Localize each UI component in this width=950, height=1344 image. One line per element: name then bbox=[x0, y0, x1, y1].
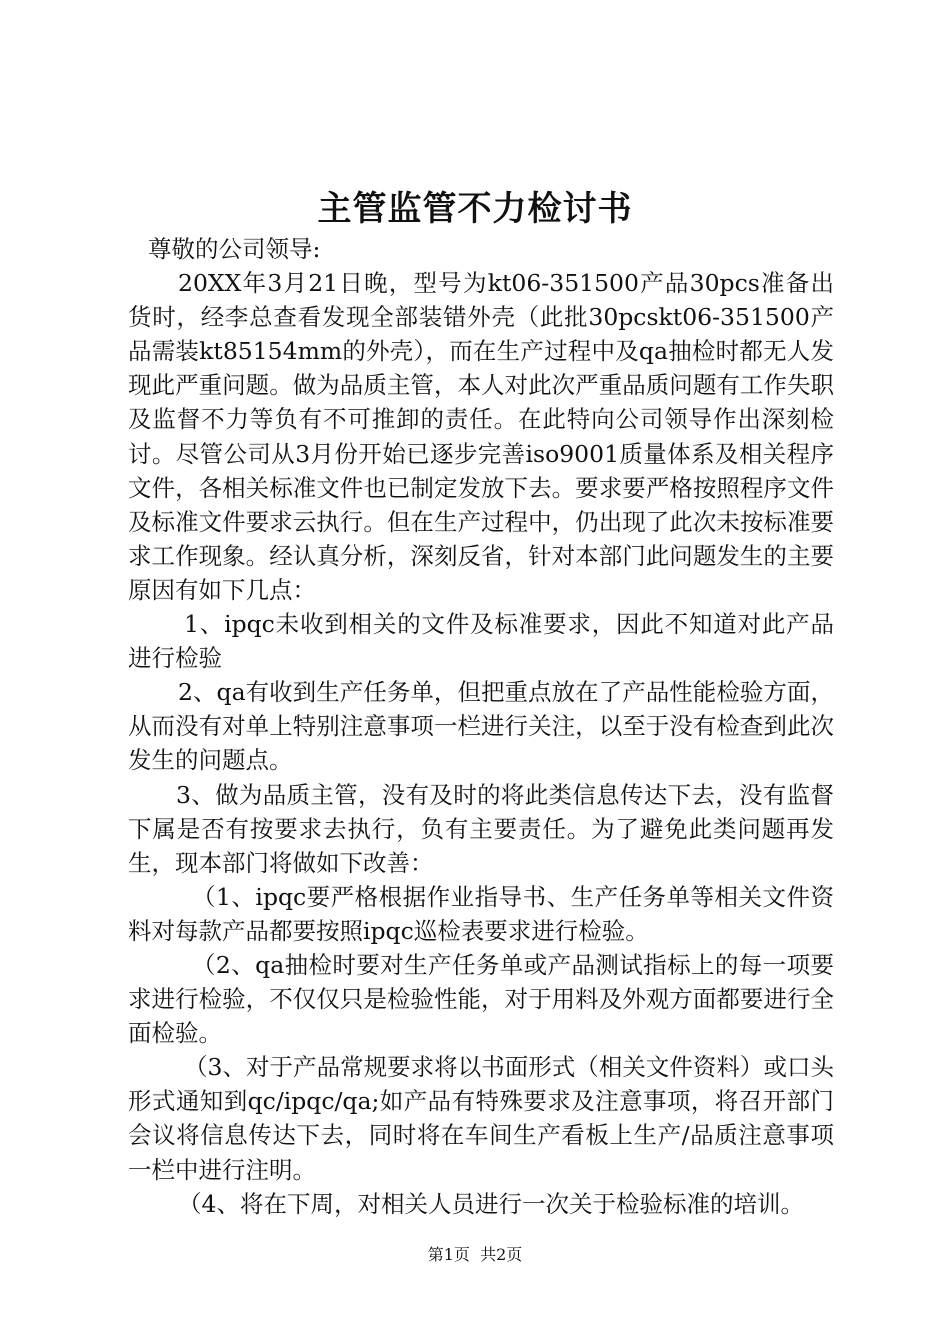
paragraph-improvement-3: （3、对于产品常规要求将以书面形式（相关文件资料）或口头形式通知到qc/ipqc/qa;如产品有特殊要求及注意事项，将召开部门会议将信息传达下去，同时将在车间生产看板上生产/品质注意事项一栏中进行注明。 bbox=[128, 1053, 834, 1184]
paragraph-improvement-2: （2、qa抽检时要对生产任务单或产品测试指标上的每一项要求进行检验，不仅仅只是检验性能，对于用料及外观方面都要进行全面检验。 bbox=[128, 950, 834, 1048]
document-body bbox=[128, 232, 834, 1221]
paragraph-item-1: 1、ipqc未收到相关的文件及标准要求，因此不知道对此产品进行检验 bbox=[128, 610, 834, 673]
paragraph-item-2: 2、qa有收到生产任务单，但把重点放在了产品性能检验方面，从而没有对单上特别注意事项一栏进行关注，以至于没有检查到此次发生的问题点。 bbox=[128, 678, 834, 775]
page-footer: 第1页 共2页 bbox=[427, 1245, 523, 1264]
paragraph-improvement-4: （4、将在下周，对相关人员进行一次关于检验标准的培训。 bbox=[178, 1189, 804, 1218]
document-title: 主管监管不力检讨书 bbox=[317, 189, 633, 229]
greeting: 尊敬的公司领导: bbox=[148, 235, 321, 263]
paragraph-main: 20XX年3月21日晚，型号为kt06-351500产品30pcs准备出货时，经李总查看发现全部装错外壳（此批30pcskt06-351500产品需装kt85154mm的外壳），而在生产过程中及qa抽检时都无人发现此严重问题。做为品质主管，本人对此次严重品质问题有工作失职及监督不力等负有不可推卸的责任。在此特向公司领导作出深刻检讨。尽管公司从3月份开始已逐步完善iso9001质量体系及相关程序文件，各相关标准文件也已制定发放下去。要求要严格按照程序文件及标准文件要求云执行。但在生产过程中，仍出现了此次未按标准要求工作现象。经认真分析，深刻反省，针对本部门此问题发生的主要原因有如下几点： bbox=[128, 269, 834, 604]
paragraph-item-3: 3、做为品质主管，没有及时的将此类信息传达下去，没有监督下属是否有按要求去执行，负有主要责任。为了避免此类问题再发生，现本部门将做如下改善： bbox=[128, 780, 834, 877]
paragraph-improvement-1: （1、ipqc要严格根据作业指导书、生产任务单等相关文件资料对每款产品都要按照ipqc巡检表要求进行检验。 bbox=[128, 882, 834, 945]
